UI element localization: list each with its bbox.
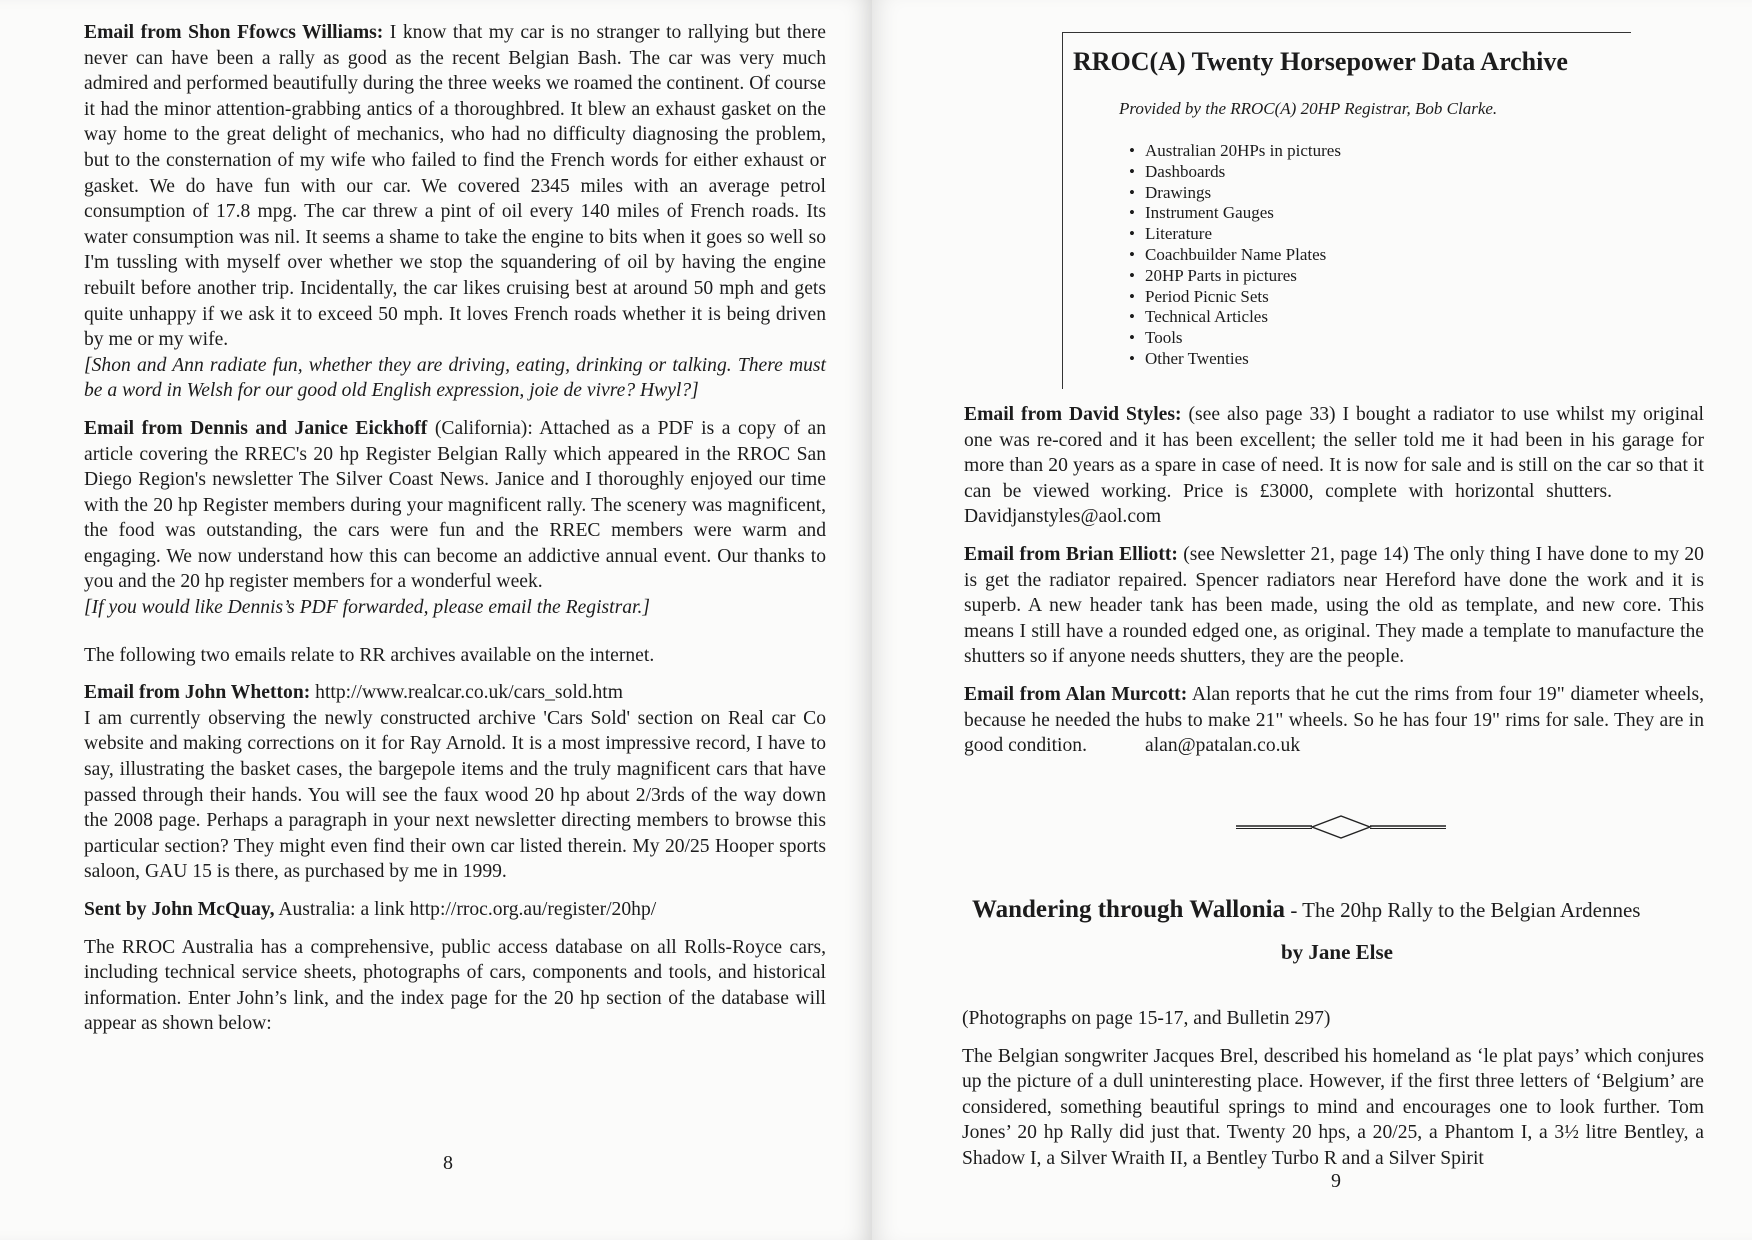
- article-title-main: Wandering through Wallonia: [972, 896, 1286, 923]
- article-title: [972, 896, 1702, 924]
- archive-list-item: • Period Picnic Sets: [1129, 287, 1341, 308]
- section-divider-ornament: [1236, 812, 1446, 842]
- letter-text: Australia: a link http://rroc.org.au/register/20hp/: [274, 899, 657, 920]
- left-column: [84, 20, 826, 1037]
- letter-text: I know that my car is no stranger to rallying but there never can have been a rally as good as the recent Belgian Bash. The car was very much admired and performed beautifully during the three weeks we roamed the continent. Of course it had the minor attention-grabbing antics of a thoroughbred. It blew an exhaust gasket on the way home to the great delight of mechanics, who had no difficulty diagnosing the problem, but to the consternation of my wife who failed to find the French words for either exhaust or gasket. We do have fun with our car. We covered 2345 miles with an average petrol consumption of 17.8 mpg. The car threw a pint of oil every 140 miles of French roads. Its water consumption was nil. It seems a shame to take the engine to bits when it goes so well so I'm tussling with myself over whether we stop the squandering of oil by having the engine rebuilt before another trip. Incidentally, the car likes cruising best at around 50 mph and gets quite unhappy if we ask it to exceed 50 mph. It loves French roads whether it is being driven by me or my wife.: [84, 22, 826, 351]
- letter-lead: Email from David Styles:: [964, 404, 1182, 425]
- letter-lead: Email from Dennis and Janice Eickhoff: [84, 417, 428, 439]
- archive-list-item: • Other Twenties: [1129, 349, 1341, 370]
- article-subtitle: - The 20hp Rally to the Belgian Ardennes: [1285, 898, 1641, 922]
- letter-link: http://www.realcar.co.uk/cars_sold.htm: [310, 682, 623, 704]
- letter-shon-williams: [84, 20, 826, 353]
- archive-list-item: • Drawings: [1129, 183, 1341, 204]
- archives-intro: The following two emails relate to RR archives available on the internet.: [84, 644, 655, 666]
- article-photos-note: (Photographs on page 15-17, and Bulletin 297): [962, 1008, 1331, 1029]
- archive-title: RROC(A) Twenty Horsepower Data Archive: [1073, 47, 1568, 76]
- letter-text: Alan reports that he cut the rims from four 19" diameter wheels, because he needed the hubs to make 21" wheels. So he has four 19" rims for sale. They are in good condition.: [964, 683, 1705, 757]
- contact-email: alan@patalan.co.uk: [1145, 735, 1301, 757]
- letter-text: (California): Attached as a PDF is a copy of an article covering the RREC's 20 hp Register Belgian Rally which appeared in the RROC San Diego Region's newsletter The Silver Coast News. Janice and I thoroughly enjoyed our time with the 20 hp Register members during your magnificent rally. The scenery was magnificent, the food was outstanding, the cars were fun and the RREC members were warm and engaging. We now understand how this can become an addictive annual event. Our thanks to you and the 20 hp register members for a wonderful week.: [84, 417, 826, 593]
- letter-lead: Email from John Whetton:: [84, 682, 311, 704]
- editor-note: [Shon and Ann radiate fun, whether they are driving, eating, drinking or talking. There must be a word in Welsh for our good old English expression, joie de vivre? Hwyl?]: [84, 354, 826, 402]
- letter-lead: Email from Shon Ffowcs Williams:: [84, 22, 384, 43]
- letter-whetton-heading: [84, 680, 826, 706]
- archive-list-item: • Literature: [1129, 224, 1341, 245]
- editor-note: [If you would like Dennis’s PDF forwarded, please email the Registrar.]: [84, 597, 650, 619]
- right-column: [964, 402, 1704, 759]
- archive-box: [1062, 32, 1631, 389]
- letter-text: (see Newsletter 21, page 14) The only thing I have done to my 20 is get the radiator repaired. Spencer radiators near Hereford have done the work and it is superb. A new header tank has been made, using the old as template, and new core. This means I still have a rounded edged one, as original. They made a template to manufacture the shutters so if anyone needs shutters, they are the people.: [964, 543, 1704, 668]
- article-byline: by Jane Else: [1280, 940, 1393, 964]
- archive-list-item: • Technical Articles: [1129, 307, 1341, 328]
- letter-brian-elliott: [964, 542, 1704, 670]
- archive-list-item: • Tools: [1129, 328, 1341, 349]
- letter-lead: Email from Alan Murcott:: [964, 683, 1188, 705]
- letter-whetton-text: I am currently observing the newly constructed archive 'Cars Sold' section on Real car Co website and making corrections on it for Ray Arnold. It is a most impressive record, I have to say, illustrating the basket cases, the bargepole items and the truly magnificent cars that have passed through their hands. You will see the faux wood 20 hp about 2/3rds of the way down the 2008 page. Perhaps a paragraph in your next newsletter directing members to browse this particular section? They might even find their own car listed therein. My 20/25 Hooper sports saloon, GAU 15 is there, as purchased by me in 1999.: [84, 707, 826, 883]
- letter-alan-murcott: [964, 682, 1704, 759]
- archive-list-item: • Instrument Gauges: [1129, 203, 1341, 224]
- archive-list: [1129, 141, 1341, 370]
- archive-list-item: • Australian 20HPs in pictures: [1129, 141, 1341, 162]
- rroc-australia-paragraph: The RROC Australia has a comprehensive, public access database on all Rolls-Royce cars, including technical service sheets, photographs of cars, components and tools, and historical information. Enter John’s link, and the index page for the 20 hp section of the database will appear as shown below:: [84, 936, 826, 1035]
- archive-credit: Provided by the RROC(A) 20HP Registrar, Bob Clarke.: [1119, 99, 1498, 118]
- letter-david-styles: [964, 402, 1704, 530]
- archive-list-item: • Coachbuilder Name Plates: [1129, 245, 1341, 266]
- letter-lead: Email from Brian Elliott:: [964, 543, 1178, 565]
- archive-list-item: • 20HP Parts in pictures: [1129, 266, 1341, 287]
- letter-lead: Sent by John McQuay,: [84, 899, 275, 920]
- letter-mcquay: [84, 897, 826, 923]
- article-paragraph: The Belgian songwriter Jacques Brel, described his homeland as ‘le plat pays’ which conjures up the picture of a dull uninteresting place. However, if the first three letters of ‘Belgium’ are considered, something beautiful springs to mind and encourages one to look further. Tom Jones’ 20 hp Rally did just that. Twenty 20 hps, a 20/25, a Phantom I, a 3½ litre Bentley, a Shadow I, a Silver Wraith II, a Bentley Turbo R and a Silver Spirit: [962, 1045, 1704, 1169]
- page-number-right: 9: [1331, 1170, 1341, 1192]
- article-body: [962, 1006, 1704, 1172]
- letter-text: (see also page 33) I bought a radiator to use whilst my original one was re-cored and it has been excellent; the seller told me it had been in his garage for more than 20 years as a spare in case of need. It is now for sale and is still on the car so that it can be viewed working. Price is £3000, complete with horizontal shutters.: [964, 404, 1704, 502]
- letter-eickhoff: [84, 416, 826, 595]
- archive-list-item: • Dashboards: [1129, 162, 1341, 183]
- contact-email: Davidjanstyles@aol.com: [964, 506, 1162, 528]
- page-number-left: 8: [443, 1152, 453, 1174]
